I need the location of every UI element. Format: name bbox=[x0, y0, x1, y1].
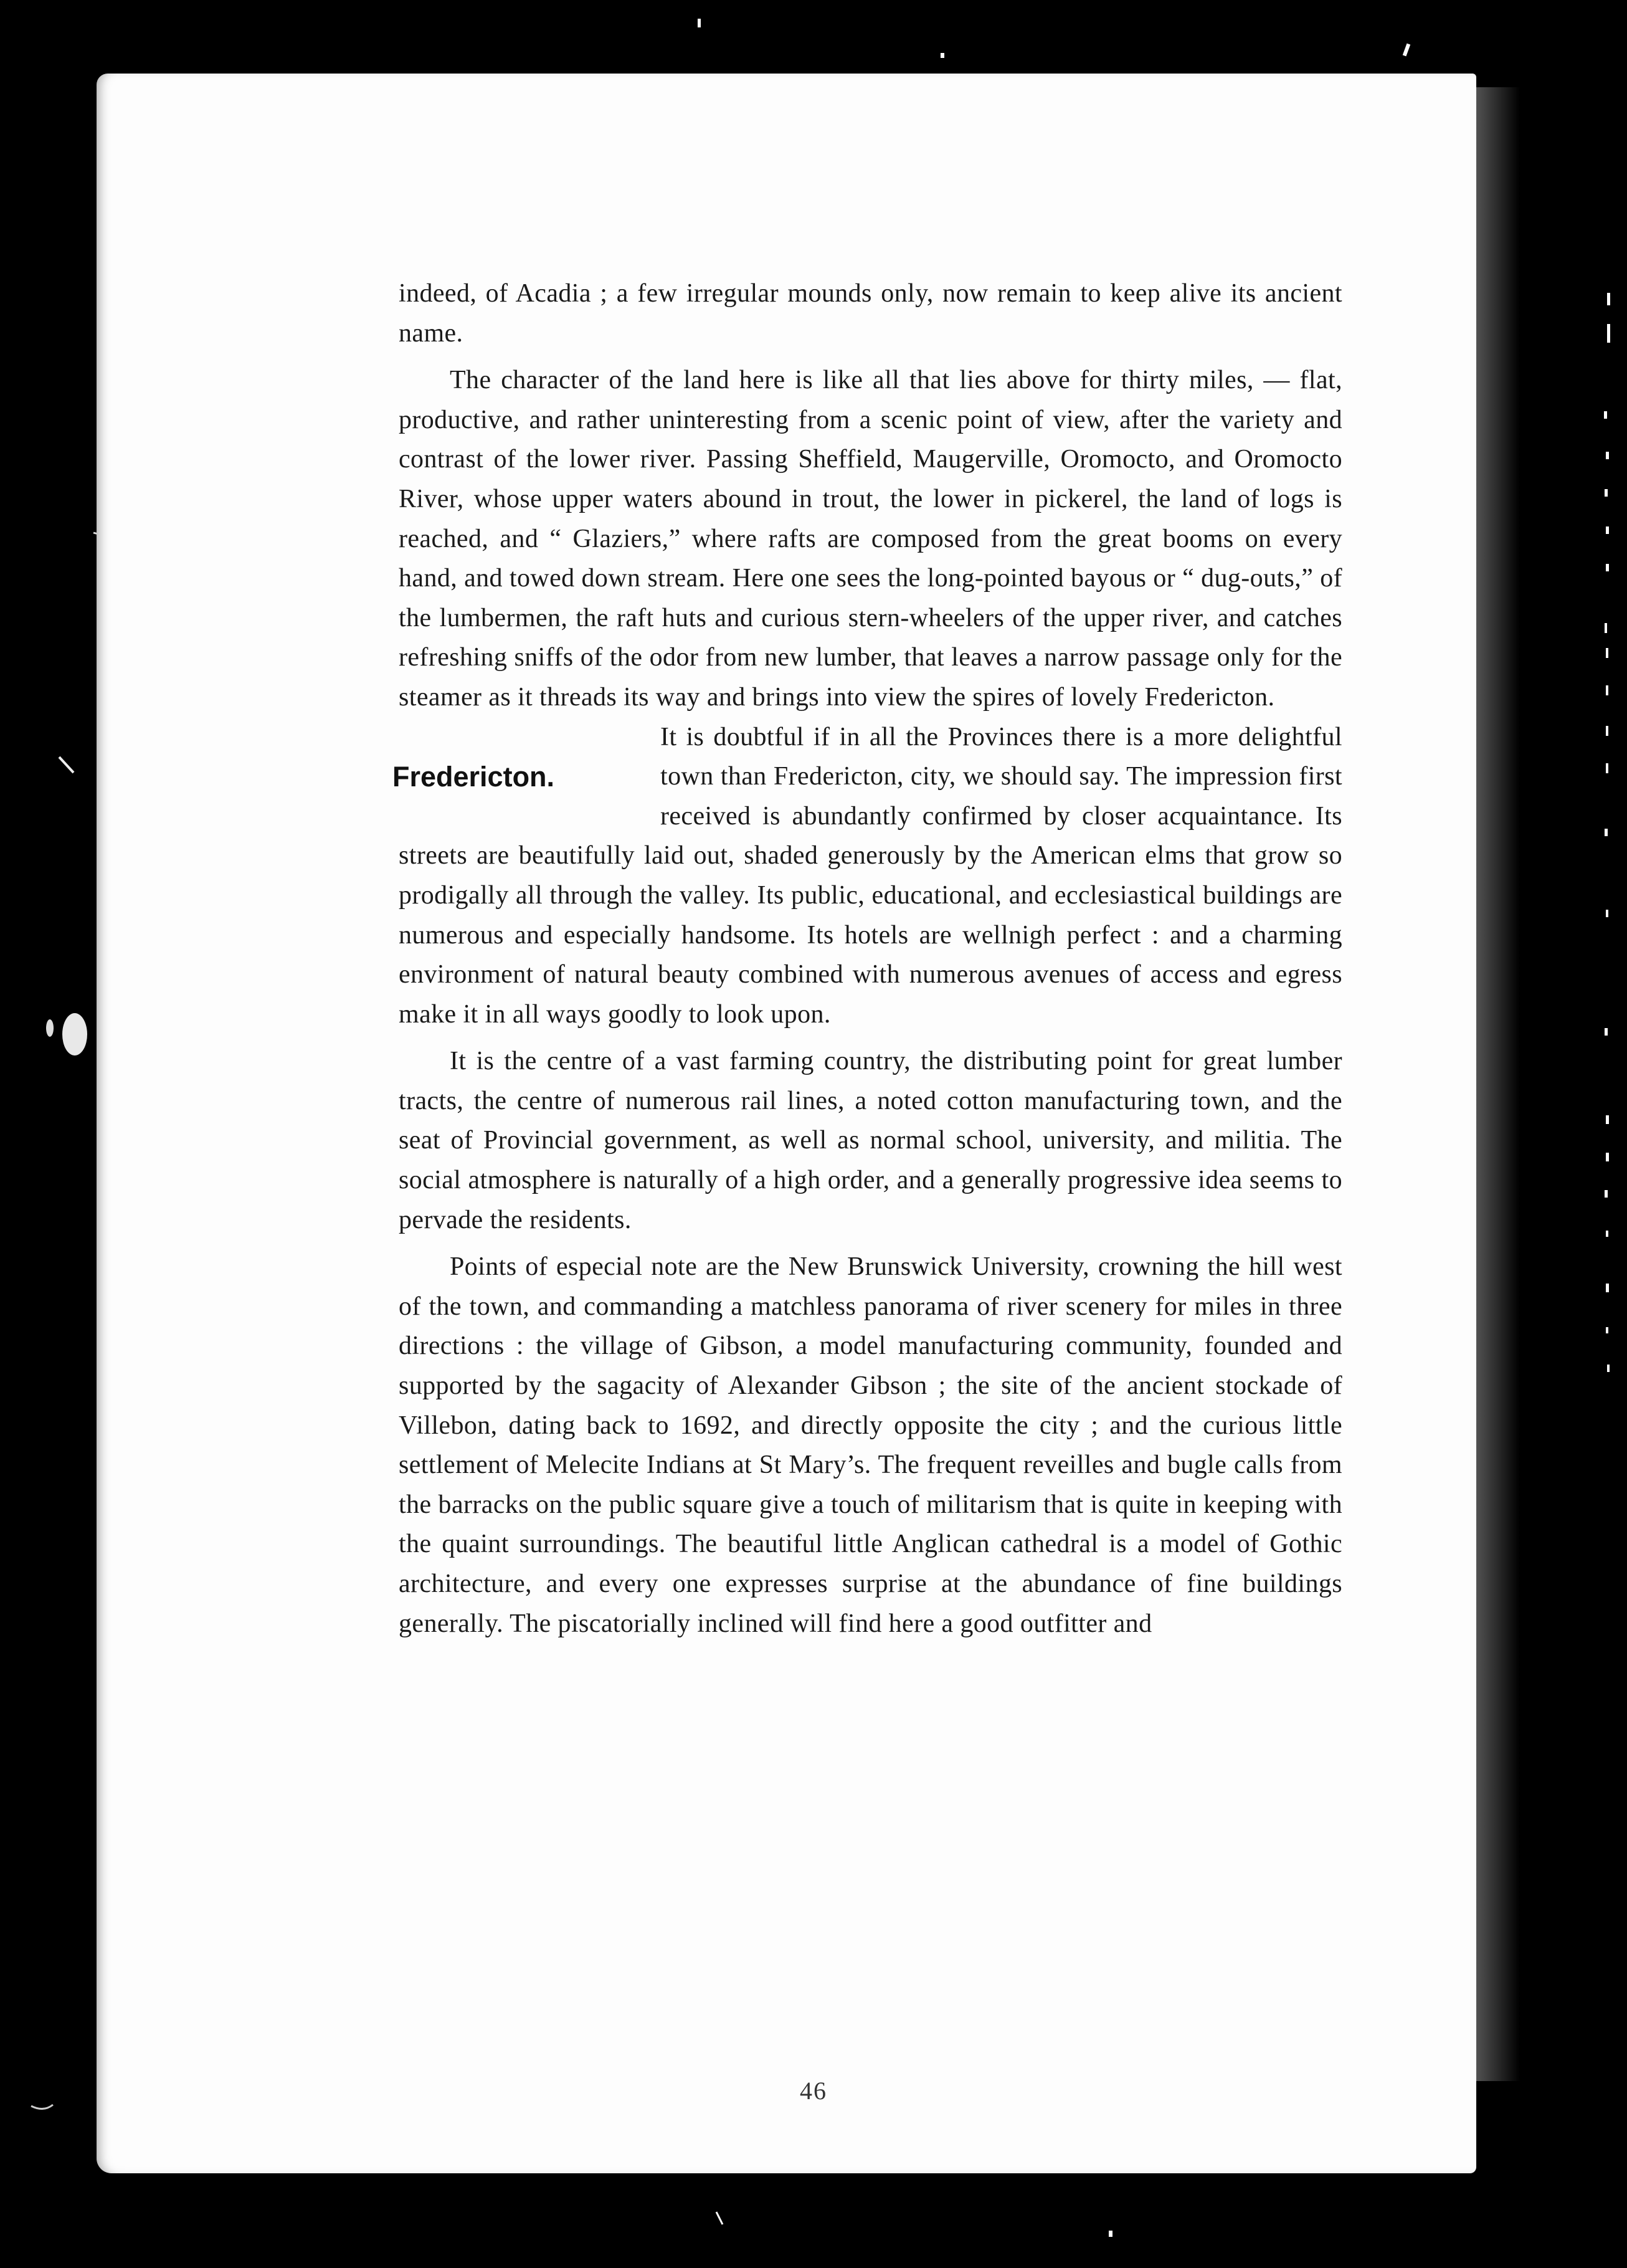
paragraph: The character of the land here is like all that lies above for thirty miles, — flat, productive, and rather uninteresting from a scenic point of view, after the variety and contrast of the lower river. Passing Sheffield, Maugerville, Oromocto, and Oromocto River, whose upper waters abound in trout, the lower in pickerel, the land of logs is reached, and “ Glaziers,” where rafts are composed from the great booms on every hand, and towed down stream. Here one sees the long-pointed bayous or “ dug-outs,” of the lumbermen, the raft huts and curious stern-wheelers of the upper river, and catches refreshing sniffs of the odor from new lumber, that leaves a narrow passage only for the steamer as it threads its way and brings into view the spires of lovely Fredericton. bbox=[399, 366, 1342, 712]
page-number: 46 bbox=[800, 2077, 827, 2105]
dust-speck bbox=[698, 19, 701, 27]
dust-speck bbox=[1606, 564, 1609, 571]
dust-speck bbox=[1109, 2231, 1112, 2237]
section-sidehead: Fredericton. bbox=[392, 761, 555, 793]
fredericton-section bbox=[392, 718, 1342, 1035]
dust-speck bbox=[1605, 1190, 1608, 1198]
dust-speck bbox=[1606, 726, 1608, 736]
dust-speck bbox=[1606, 1115, 1609, 1124]
dust-speck bbox=[1606, 763, 1608, 773]
page-body-text bbox=[392, 274, 1342, 1644]
scan-scratch bbox=[716, 2212, 723, 2224]
dust-speck bbox=[1607, 293, 1610, 305]
dust-speck bbox=[1606, 1153, 1609, 1161]
sidehead-column bbox=[392, 718, 660, 797]
dust-speck bbox=[1403, 44, 1410, 57]
dust-speck bbox=[1606, 1231, 1608, 1237]
dust-speck bbox=[1605, 829, 1608, 836]
dust-speck bbox=[1607, 324, 1610, 343]
dust-speck bbox=[1606, 648, 1608, 658]
dust-speck bbox=[1604, 411, 1607, 419]
paragraph: It is the centre of a vast farming country, the distributing point for great lumber tracts, the centre of numerous rail lines, a noted cotton manufacturing town, and the seat of Provincial government, as well as normal school, university, and militia. The social atmosphere is naturally of a high order, and a generally progressive idea seems to pervade the residents. bbox=[399, 1047, 1342, 1234]
scan-scratch bbox=[59, 757, 74, 773]
paragraph: It is doubtful if in all the Provinces there is a more delightful town than Fredericton, city, we should say. The impression first received is abundantly confirmed by closer acquaintance. Its streets are beautifully laid out, shaded generously by the American elms that grow so prodigally all through the valley. Its public, educational, and ecclesiastical buildings are numerous and especially handsome. Its hotels are wellnigh perfect : and a charming environment of natural beauty combined with numerous avenues of access and egress make it in all ways goodly to look upon. bbox=[399, 722, 1342, 1029]
dust-speck bbox=[1605, 489, 1608, 497]
dust-speck bbox=[1607, 1365, 1610, 1372]
paragraph: indeed, of Acadia ; a few irregular mounds only, now remain to keep alive its ancient name. bbox=[399, 279, 1342, 348]
dust-speck bbox=[1606, 1284, 1609, 1292]
scan-blot bbox=[62, 1013, 87, 1055]
dust-speck bbox=[941, 53, 944, 58]
dust-speck bbox=[1606, 526, 1609, 534]
paragraph: Points of especial note are the New Brunswick University, crowning the hill west of the town, and commanding a matchless panorama of river scenery for miles in three directions : the village of Gibson, a model manufacturing community, founded and supported by the sagacity of Alexander Gibson ; the site of the ancient stockade of Villebon, dating back to 1692, and directly opposite the city ; and the curious little settlement of Melecite Indians at St Mary’s. The frequent reveilles and bugle calls from the barracks on the public square give a touch of militarism that is quite in keeping with the quaint surroundings. The beautiful little Anglican cathedral is a model of Gothic architecture, and every one expresses surprise at the abundance of fine buildings generally. The piscatorially inclined will find here a good outfitter and bbox=[399, 1252, 1342, 1638]
dust-speck bbox=[1606, 452, 1609, 459]
dust-speck bbox=[1606, 910, 1608, 917]
scan-blot bbox=[46, 1019, 54, 1037]
dust-speck bbox=[1605, 623, 1607, 633]
dust-speck bbox=[1606, 1327, 1608, 1333]
dust-speck bbox=[1606, 685, 1608, 695]
dust-speck bbox=[1605, 1028, 1608, 1036]
